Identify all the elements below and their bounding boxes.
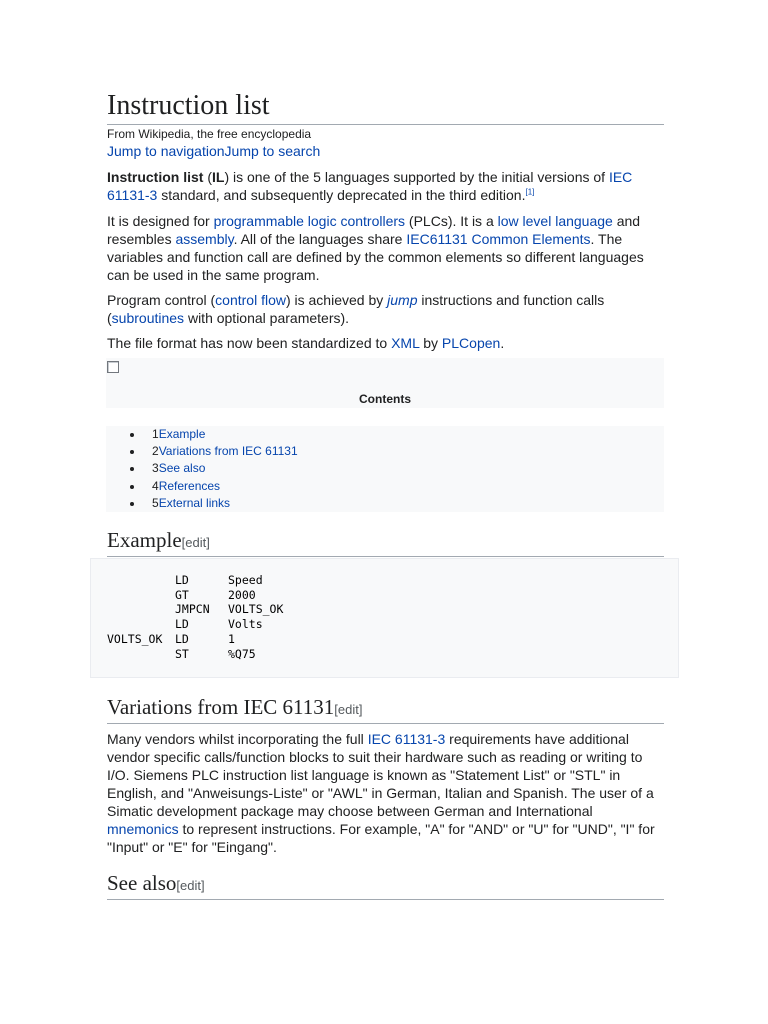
low-level-language-link[interactable]: low level language [497, 213, 613, 229]
toc-item[interactable]: 5External links [106, 495, 664, 512]
toc-toggle-checkbox[interactable] [107, 361, 119, 373]
toc-item[interactable]: 4References [106, 478, 664, 495]
section-heading-see-also: See also[edit] [107, 870, 664, 900]
site-tagline: From Wikipedia, the free encyclopedia [107, 127, 312, 141]
mnemonics-link[interactable]: mnemonics [107, 821, 179, 837]
intro-paragraph-3: Program control (control flow) is achieved by jump instructions and function calls (subroutines with optional parameters). [107, 292, 605, 326]
edit-example-link[interactable]: [edit] [181, 535, 210, 550]
toc-item[interactable]: 1Example [106, 426, 664, 443]
plcopen-link[interactable]: PLCopen [441, 335, 501, 351]
page-title: Instruction list [107, 88, 664, 125]
toc-item[interactable]: 2Variations from IEC 61131 [106, 443, 664, 460]
intro-paragraph-2: It is designed for programmable logic controllers (PLCs). It is a low level language and resembles assembly. All of the languages share IEC61131 Common Elements. The variables and function call are defined by the common elements so different languages can be used in the same program. [107, 213, 644, 283]
reference-1-link[interactable]: [1] [525, 187, 535, 197]
jump-to-search-link[interactable]: Jump to search [224, 143, 321, 159]
plc-link[interactable]: programmable logic controllers [213, 213, 406, 229]
assembly-link[interactable]: assembly [175, 231, 234, 247]
section-heading-example: Example[edit] [107, 527, 664, 557]
edit-see-also-link[interactable]: [edit] [176, 878, 205, 893]
xml-link[interactable]: XML [391, 335, 420, 351]
toc-header [106, 358, 664, 408]
intro-paragraph-1: Instruction list (IL) is one of the 5 languages supported by the initial versions of IEC 61131-3 standard, and subsequently deprecated in the third edition.[1] [107, 169, 633, 203]
subroutines-link[interactable]: subroutines [111, 310, 185, 326]
common-elements-link[interactable]: IEC61131 Common Elements [406, 231, 591, 247]
iec-61131-3-link[interactable]: IEC 61131-3 [107, 169, 633, 203]
edit-variations-link[interactable]: [edit] [334, 702, 363, 717]
control-flow-link[interactable]: control flow [215, 292, 286, 308]
code-block: LD Speed GT 2000 JMPCN VOLTS_OK LD Volts VOLTS_OK LD 1 ST %Q75 [90, 558, 679, 678]
iec-61131-3-link[interactable]: IEC 61131-3 [367, 731, 446, 747]
toc-list [106, 426, 664, 512]
jump-links [107, 143, 320, 160]
jump-to-navigation-link[interactable]: Jump to navigation [107, 143, 225, 159]
toc-title: Contents [359, 392, 411, 406]
intro-paragraph-4: The file format has now been standardized to XML by PLCopen. [107, 335, 505, 351]
toc-item[interactable]: 3See also [106, 460, 664, 477]
section-heading-variations: Variations from IEC 61131[edit] [107, 694, 664, 724]
jump-link[interactable]: jump [387, 292, 418, 308]
variations-paragraph: Many vendors whilst incorporating the full IEC 61131-3 requirements have additional vendor specific calls/function blocks to suit their hardware such as reading or writing to I/O. Siemens PLC instruction list language is known as "Statement List" or "STL" in English, and "Anweisungs-Liste" or "AWL" in German, Italian and Spanish. The user of a Simatic development package may choose between German and International mnemonics to represent instructions. For example, "A" for "AND" or "U" for "UND", "I" for "Input" or "E" for "Eingang". [107, 731, 655, 855]
